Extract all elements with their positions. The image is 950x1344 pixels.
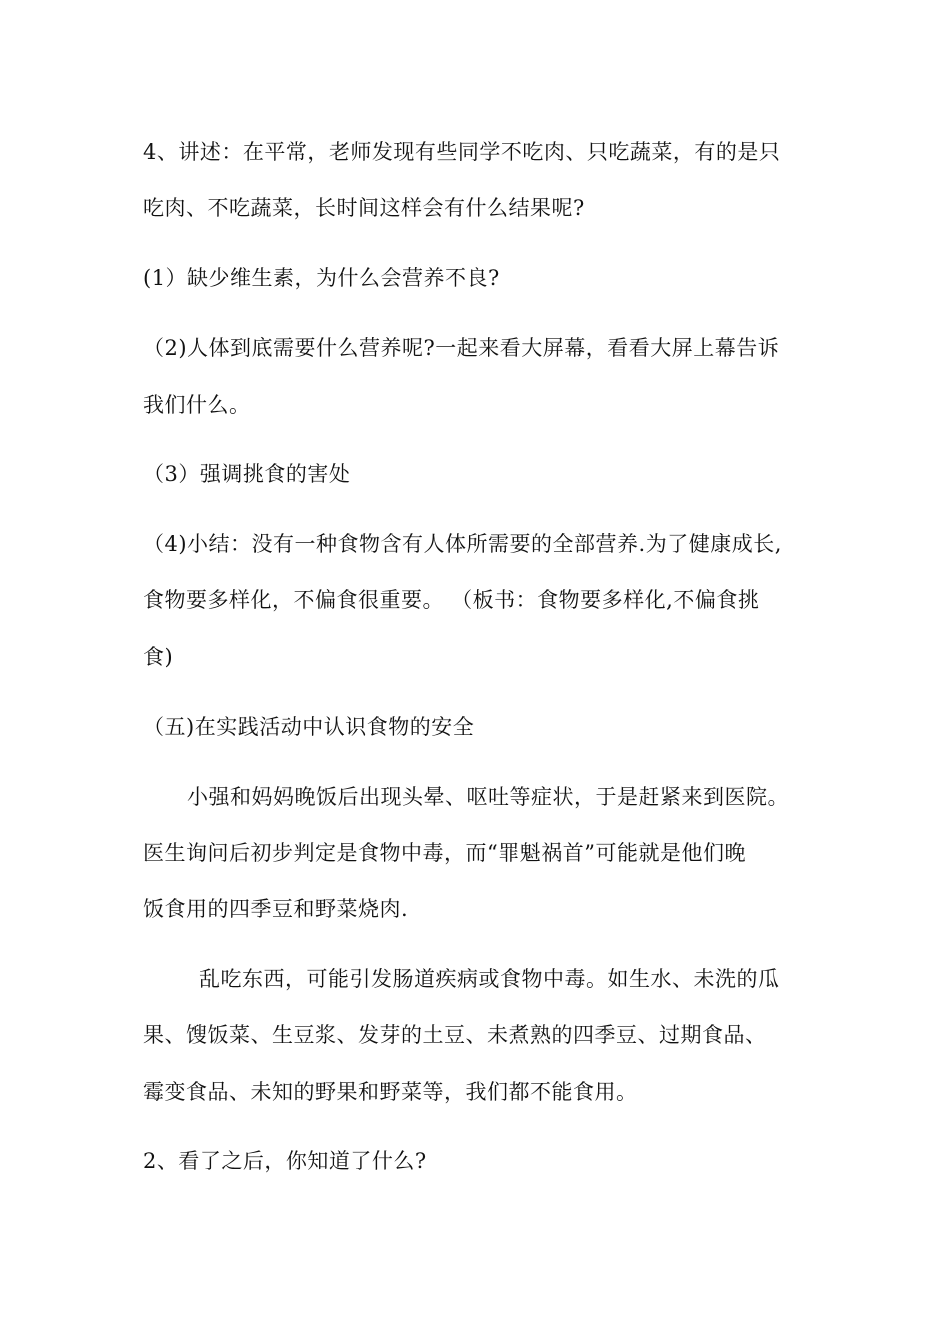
text-line-16: 霉变食品、未知的野果和野菜等，我们都不能食用。 <box>143 1080 638 1104</box>
text-line-13: 饭食用的四季豆和野菜烧肉. <box>143 897 409 921</box>
text-line-6: （3）强调挑食的害处 <box>143 462 351 486</box>
text-line-3: (1）缺少维生素，为什么会营养不良? <box>143 266 500 290</box>
text-line-4: （2)人体到底需要什么营养呢?一起来看大屏幕，看看大屏上幕告诉 <box>143 336 780 360</box>
text-line-9: 食) <box>143 645 174 669</box>
text-line-7: （4)小结：没有一种食物含有人体所需要的全部营养.为了健康成长, <box>143 532 782 556</box>
text-line-12: 医生询问后初步判定是食物中毒，而“罪魁祸首”可能就是他们晚 <box>143 841 746 865</box>
text-line-5: 我们什么。 <box>143 393 251 417</box>
text-line-11: 小强和妈妈晚饭后出现头晕、呕吐等症状，于是赶紧来到医院。 <box>187 785 789 809</box>
text-line-15: 果、馊饭菜、生豆浆、发芽的土豆、未煮熟的四季豆、过期食品、 <box>143 1023 767 1047</box>
text-line-17: 2、看了之后，你知道了什么? <box>143 1149 427 1173</box>
text-line-14: 乱吃东西，可能引发肠道疾病或食物中毒。如生水、未洗的瓜 <box>199 967 780 991</box>
text-line-8: 食物要多样化，不偏食很重要。 （板书：食物要多样化,不偏食挑 <box>143 588 760 612</box>
text-line-2: 吃肉、不吃蔬菜，长时间这样会有什么结果呢? <box>143 196 585 220</box>
text-line-1: 4、讲述：在平常，老师发现有些同学不吃肉、只吃蔬菜，有的是只 <box>143 140 781 164</box>
text-line-10: （五)在实践活动中认识食物的安全 <box>143 715 475 739</box>
